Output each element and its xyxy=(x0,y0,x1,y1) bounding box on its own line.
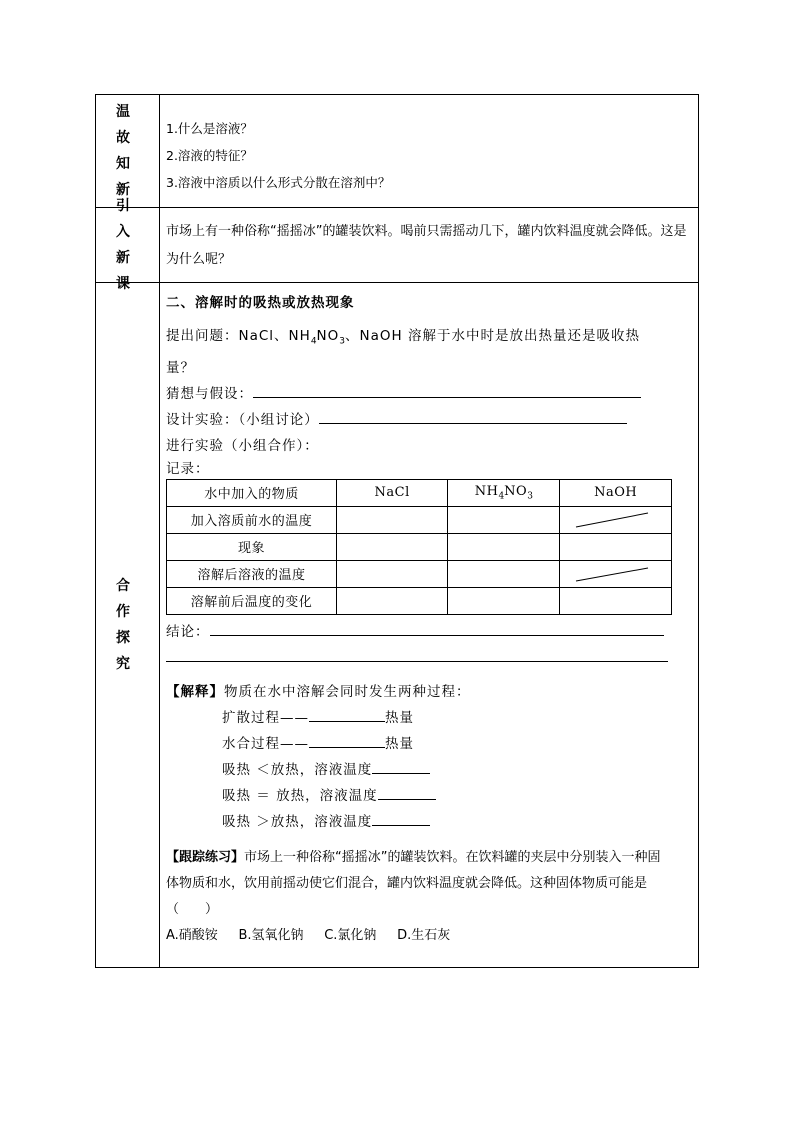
table-cell[interactable] xyxy=(336,533,447,560)
option-b[interactable]: B.氢氧化钠 xyxy=(238,927,304,943)
slash-line xyxy=(560,507,664,533)
case-blank[interactable] xyxy=(372,811,430,826)
table-row xyxy=(167,587,672,614)
record-table xyxy=(166,479,672,615)
conclusion-line-2 xyxy=(166,645,692,671)
practice-line: 体物质和水，饮用前摇动使它们混合，罐内饮料温度就会降低。这种固体物质可能是 xyxy=(166,875,648,891)
table-header-cell: $NH_4NO_3$ xyxy=(448,479,560,506)
intro-content: 市场上有一种俗称“摇摇冰”的罐装饮料。喝前只需摇动几下，罐内饮料温度就会降低。这是为什么呢？ xyxy=(166,224,687,267)
table-header-cell: 水中加入的物质 xyxy=(167,479,337,506)
table-header-cell: NaCl xyxy=(336,479,447,506)
table-row xyxy=(167,479,672,506)
case-line: 吸热 ＜放热，溶液温度 xyxy=(166,757,692,783)
case-line: 吸热 ＞放热，溶液温度 xyxy=(166,809,692,835)
conclusion-blank-2[interactable] xyxy=(166,647,668,662)
review-row xyxy=(96,95,698,208)
diffusion-line: 扩散过程—— 热量 xyxy=(166,705,692,731)
review-item: 1.什么是溶液？ xyxy=(166,121,253,136)
option-d[interactable]: D.生石灰 xyxy=(397,927,451,943)
table-cell[interactable] xyxy=(560,533,672,560)
record-label: 记录： xyxy=(166,460,210,477)
table-row-label: 溶解前后温度的变化 xyxy=(167,587,337,614)
practice-line: （ ） xyxy=(166,901,219,917)
table-row-label: 现象 xyxy=(167,533,337,560)
question-line: 提出问题：NaCl、$NH_4NO_3$、NaOH 溶解于水中时是放出热量还是吸收热 xyxy=(166,328,640,347)
conclusion-blank[interactable] xyxy=(210,621,664,636)
lesson-table xyxy=(95,94,699,968)
table-row xyxy=(167,560,672,587)
table-row-label: 溶解后溶液的温度 xyxy=(167,560,337,587)
table-cell[interactable] xyxy=(336,560,447,587)
design-line: 设计实验：（小组讨论） xyxy=(166,407,692,433)
table-cell[interactable] xyxy=(448,533,560,560)
question-cont: 量？ xyxy=(166,359,195,376)
option-c[interactable]: C.氯化钠 xyxy=(324,927,377,943)
table-row xyxy=(167,506,672,533)
hydration-line: 水合过程—— 热量 xyxy=(166,731,692,757)
explain-line: 【解释】物质在水中溶解会同时发生两种过程： xyxy=(166,683,471,700)
explore-row xyxy=(96,283,698,967)
option-a[interactable]: A.硝酸铵 xyxy=(166,927,218,943)
case-blank[interactable] xyxy=(378,785,436,800)
practice-line: 【跟踪练习】市场上一种俗称“摇摇冰”的罐装饮料。在饮料罐的夹层中分别装入一种固 xyxy=(166,849,661,865)
conduct-line: 进行实验（小组合作）： xyxy=(166,437,319,454)
design-blank[interactable] xyxy=(319,409,627,424)
table-cell[interactable] xyxy=(336,506,447,533)
review-label: 温 故 知 新 xyxy=(96,95,160,207)
section-heading: 二、溶解时的吸热或放热现象 xyxy=(166,295,355,311)
table-row-label: 加入溶质前水的温度 xyxy=(167,506,337,533)
case-line: 吸热 ＝ 放热，溶液温度 xyxy=(166,783,692,809)
review-item: 2.溶液的特征？ xyxy=(166,148,253,163)
table-cell[interactable] xyxy=(448,560,560,587)
slash-line xyxy=(560,561,664,587)
review-item: 3.溶液中溶质以什么形式分散在溶剂中？ xyxy=(166,175,391,190)
intro-label: 引 入 新 课 xyxy=(96,208,160,282)
table-cell-slashed xyxy=(560,506,672,533)
table-cell-slashed xyxy=(560,560,672,587)
table-header-cell: NaOH xyxy=(560,479,672,506)
review-content xyxy=(160,95,698,207)
intro-row xyxy=(96,198,698,292)
explore-label: 合 作 探 究 xyxy=(96,283,160,967)
hydration-blank[interactable] xyxy=(309,733,385,748)
conclusion-line: 结论： xyxy=(166,619,692,645)
hypothesis-blank[interactable] xyxy=(253,383,641,398)
table-cell[interactable] xyxy=(560,587,672,614)
explore-content xyxy=(160,283,698,967)
diffusion-blank[interactable] xyxy=(309,707,385,722)
table-row xyxy=(167,533,672,560)
table-cell[interactable] xyxy=(336,587,447,614)
table-cell[interactable] xyxy=(448,506,560,533)
options-line xyxy=(166,923,692,949)
case-blank[interactable] xyxy=(372,759,430,774)
table-cell[interactable] xyxy=(448,587,560,614)
hypothesis-line: 猜想与假设： xyxy=(166,381,692,407)
